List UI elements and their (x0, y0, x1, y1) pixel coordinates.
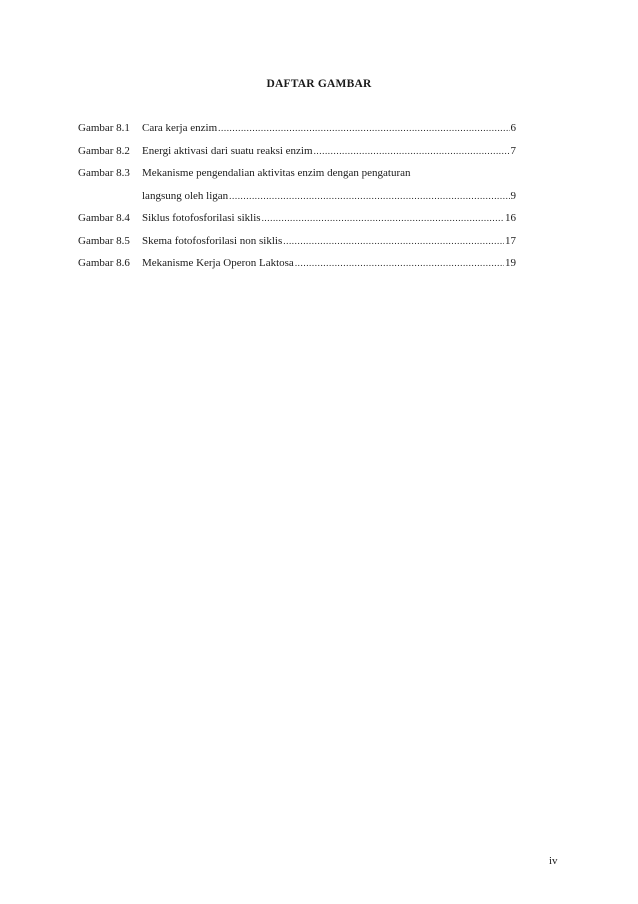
figure-label: Gambar 8.2 (78, 144, 130, 157)
figure-page: 19 (505, 257, 516, 269)
figure-caption-continued: langsung oleh ligan (142, 189, 229, 202)
figure-page: 9 (510, 189, 516, 202)
figure-label: Gambar 8.3 (78, 167, 130, 179)
figure-label: Gambar 8.4 (78, 212, 130, 224)
list-item[interactable] (78, 230, 516, 253)
figure-page: 16 (505, 212, 516, 224)
figure-caption: Cara kerja enzim (142, 122, 218, 134)
dot-leader (262, 207, 504, 230)
dot-leader (283, 230, 504, 253)
figure-label: Gambar 8.5 (78, 234, 130, 247)
dot-leader (314, 140, 510, 163)
figure-caption: Mekanisme Kerja Operon Laktosa (142, 257, 294, 269)
list-item[interactable] (78, 207, 516, 230)
figure-caption: Energi aktivasi dari suatu reaksi enzim (142, 144, 313, 157)
title-text: DAFTAR GAMBAR (266, 78, 372, 90)
figure-page: 7 (510, 144, 516, 157)
page-title (0, 78, 638, 90)
list-item[interactable] (78, 140, 516, 163)
page-number: iv (549, 855, 558, 867)
figure-caption: Skema fotofosforilasi non siklis (142, 234, 283, 247)
list-item[interactable] (78, 162, 516, 185)
figure-caption: Siklus fotofosforilasi siklis (142, 212, 261, 224)
list-item-continuation[interactable] (78, 185, 516, 208)
list-item[interactable] (78, 117, 516, 140)
figure-caption: Mekanisme pengendalian aktivitas enzim dengan pengaturan (142, 167, 411, 179)
dot-leader (295, 252, 504, 275)
figure-page: 17 (505, 234, 516, 247)
figure-label: Gambar 8.1 (78, 122, 130, 134)
figure-label: Gambar 8.6 (78, 257, 130, 269)
figure-list (78, 117, 516, 275)
dot-leader (218, 117, 509, 140)
figure-page: 6 (510, 122, 516, 134)
dot-leader (229, 185, 509, 208)
list-item[interactable] (78, 252, 516, 275)
